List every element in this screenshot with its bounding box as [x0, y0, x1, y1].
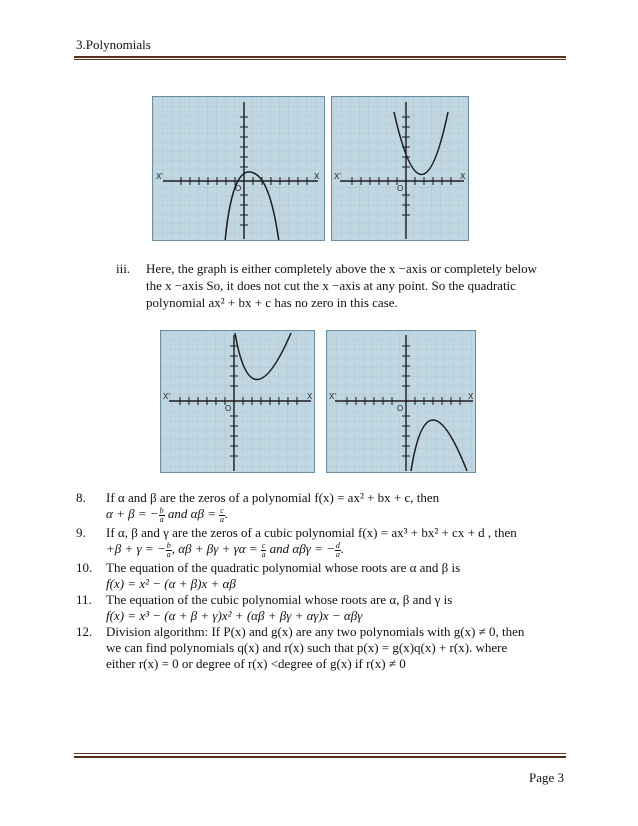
graph-downward-parabola-svg: [153, 97, 325, 241]
fraction-denominator: a: [261, 549, 266, 559]
item-iii-label: iii.: [116, 261, 131, 276]
header-rule: [74, 56, 566, 58]
list-text: Division algorithm: If P(x) and g(x) are any two polynomials with g(x) ≠ 0, then: [106, 624, 525, 639]
list-item-12-line-1: [76, 624, 566, 640]
graph-parabola-above: [160, 330, 315, 473]
list-item-10-line-2: [76, 576, 566, 592]
fraction-denominator: a: [159, 514, 164, 524]
fraction-denominator: a: [335, 549, 340, 559]
list-text: If α, β and γ are the zeros of a cubic polynomial f(x) = ax³ + bx² + cx + d , then: [106, 525, 517, 540]
list-formula: [106, 541, 344, 559]
item-iii-text: [146, 260, 564, 311]
list-text: we can find polynomials q(x) and r(x) such that p(x) = g(x)q(x) + r(x). where: [106, 640, 508, 655]
list-number: 10.: [76, 560, 93, 575]
footer-rule-thin: [74, 753, 566, 754]
list-text: If α and β are the zeros of a polynomial f(x) = ax² + bx + c, then: [106, 490, 440, 505]
list-item-8-line-1: [76, 490, 566, 506]
svg-text:X: X: [307, 392, 313, 401]
fraction-numerator: c: [261, 540, 266, 550]
list-item-8-line-2: [76, 506, 566, 525]
list-item-9-line-1: [76, 525, 566, 541]
fraction-numerator: b: [159, 505, 164, 515]
list-number: 9.: [76, 525, 86, 540]
list-number: 8.: [76, 490, 86, 505]
formula-part: and αβγ = −: [266, 541, 335, 556]
graph-parabola-above-svg: [161, 331, 315, 473]
page-number: Page 3: [528, 770, 564, 785]
svg-text:O: O: [225, 404, 232, 413]
graph-parabola-below-svg: [327, 331, 476, 473]
svg-text:O: O: [235, 184, 242, 193]
fraction-denominator: a: [166, 549, 171, 559]
list-number: 11.: [76, 592, 92, 607]
list-item-11-line-2: [76, 608, 566, 624]
list-item-9-line-2: [76, 541, 566, 560]
list-item-10-line-1: [76, 560, 566, 576]
header-title: 3.Polynomials: [76, 37, 151, 52]
graph-upward-parabola-svg: [332, 97, 469, 241]
list-text: either r(x) = 0 or degree of r(x) <degree of g(x) if r(x) ≠ 0: [106, 656, 406, 671]
formula-part: .: [224, 506, 229, 521]
formula-part: .: [340, 541, 345, 556]
fraction-numerator: c: [220, 505, 224, 515]
list-item-11-line-1: [76, 592, 566, 608]
svg-text:O: O: [397, 184, 404, 193]
formula-part: +β + γ = −: [106, 541, 166, 556]
fraction-numerator: d: [335, 540, 340, 550]
list-formula: f(x) = x² − (α + β)x + αβ: [106, 576, 236, 591]
formula-part: and αβ =: [164, 506, 220, 521]
list-formula: [106, 506, 228, 524]
svg-text:O: O: [397, 404, 404, 413]
item-iii-line-3: polynomial ax² + bx + c has no zero in this case.: [146, 295, 398, 310]
svg-text:X': X': [163, 392, 170, 401]
svg-text:X: X: [468, 392, 474, 401]
footer-rule: [74, 756, 566, 758]
formula-part: , αβ + βγ + γα =: [171, 541, 261, 556]
graph-downward-parabola: [152, 96, 325, 241]
fraction-numerator: b: [166, 540, 171, 550]
item-iii-line-2: the x −axis So, it does not cut the x −axis at any point. So the quadratic: [146, 278, 516, 293]
svg-text:X': X': [329, 392, 336, 401]
list-item-12-line-3: [76, 656, 566, 672]
item-iii-line-1: Here, the graph is either completely above the x −axis or completely below: [146, 261, 538, 276]
svg-text:X: X: [314, 172, 320, 181]
list-text: The equation of the cubic polynomial whose roots are α, β and γ is: [106, 592, 453, 607]
graph-upward-parabola: [331, 96, 469, 241]
svg-text:X': X': [334, 172, 341, 181]
property-list: [76, 490, 566, 672]
fraction-denominator: a: [219, 514, 224, 524]
svg-text:X': X': [156, 172, 163, 181]
list-text: The equation of the quadratic polynomial whose roots are α and β is: [106, 560, 461, 575]
list-item-12-line-2: [76, 640, 566, 656]
list-number: 12.: [76, 624, 93, 639]
graph-parabola-below: [326, 330, 476, 473]
formula-part: α + β = −: [106, 506, 159, 521]
svg-text:X: X: [460, 172, 466, 181]
header-rule-thin: [74, 59, 566, 60]
list-formula: f(x) = x³ − (α + β + γ)x² + (αβ + βγ + αγ)x − αβγ: [106, 608, 363, 623]
